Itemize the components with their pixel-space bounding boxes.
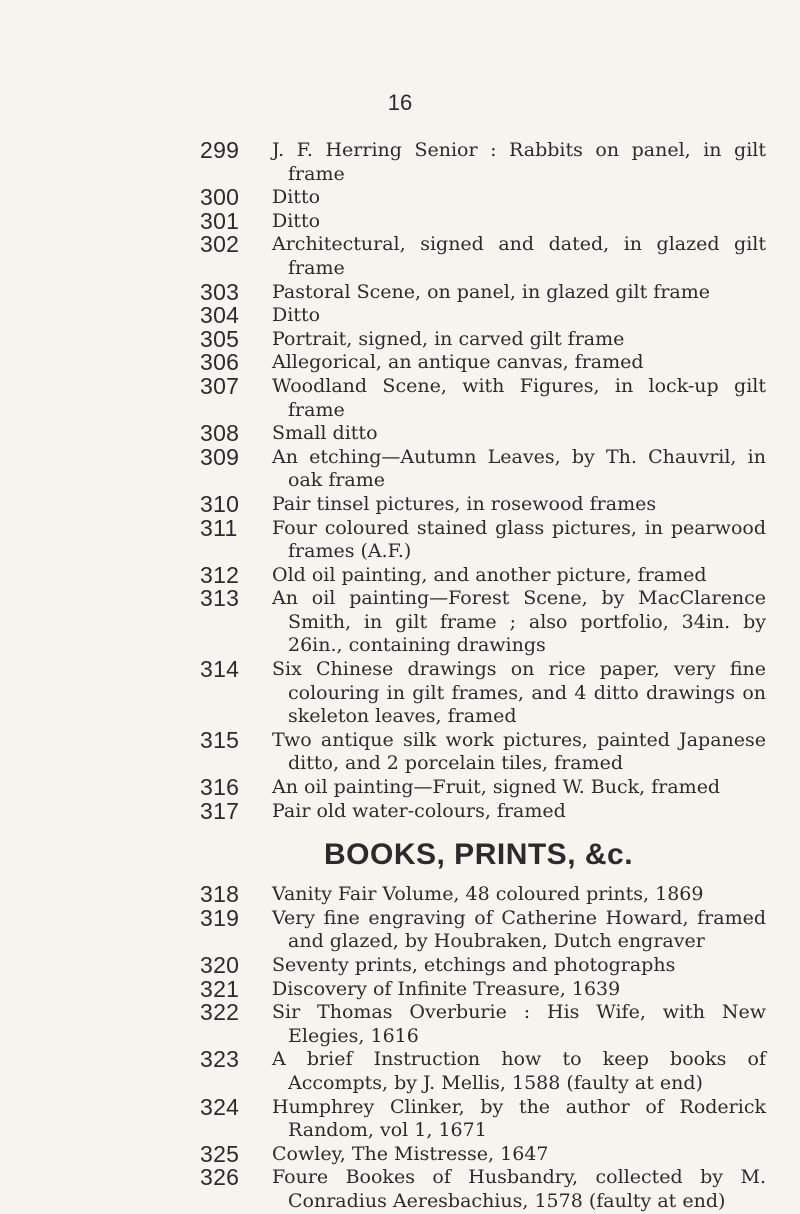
lot-entry	[0, 278, 800, 305]
lot-number: 317	[200, 797, 240, 824]
lot-entry	[0, 1001, 800, 1048]
lot-number: 307	[200, 372, 240, 399]
lot-entry	[0, 1140, 800, 1167]
lot-number: 309	[200, 443, 240, 470]
lot-description: Pair tinsel pictures, in rosewood frames	[272, 492, 657, 515]
lot-description: Vanity Fair Volume, 48 coloured prints, 1869	[272, 883, 704, 906]
lot-description: Very fine engraving of Catherine Howard, framed and glazed, by Houbraken, Dutch engraver	[272, 906, 766, 953]
lot-description: Foure Bookes of Husbandry, collected by M. Conradius Aeresbachius, 1578 (faulty at end)	[272, 1166, 766, 1212]
lot-number: 311	[200, 514, 238, 541]
lot-number: 310	[200, 490, 240, 517]
lot-entry	[0, 139, 800, 186]
lot-entry	[0, 304, 800, 328]
lot-entry	[0, 1048, 800, 1095]
lot-number: 306	[200, 349, 240, 376]
lot-number: 326	[200, 1164, 240, 1191]
lot-description: Discovery of Infinite Treasure, 1639	[272, 977, 621, 1000]
lot-description: Two antique silk work pictures, painted Japanese ditto, and 2 porcelain tiles, framed	[272, 728, 766, 775]
lot-number: 323	[200, 1046, 240, 1073]
lot-entry	[0, 372, 800, 422]
lot-number: 313	[200, 585, 240, 612]
lot-description: Four coloured stained glass pictures, in pearwood frames (A.F.)	[272, 516, 766, 563]
lot-description: J. F. Herring Senior : Rabbits on panel, in gilt frame	[272, 139, 766, 185]
lot-number: 301	[200, 207, 240, 234]
lot-number: 324	[200, 1093, 240, 1120]
lot-entry	[0, 1166, 800, 1213]
section-heading: BOOKS, PRINTS, &c.	[324, 838, 634, 872]
lot-description: Ditto	[272, 209, 321, 232]
lot-description: An oil painting—Fruit, signed W. Buck, framed	[272, 776, 721, 799]
lot-description: An etching—Autumn Leaves, by Th. Chauvril, in oak frame	[272, 445, 766, 492]
lot-entry	[0, 587, 800, 658]
lot-number: 304	[200, 302, 240, 329]
lot-entry	[0, 422, 800, 446]
lot-entry	[0, 514, 800, 564]
lot-entry	[0, 883, 800, 907]
lot-number: 321	[200, 975, 240, 1002]
lot-entry	[0, 776, 800, 800]
lot-entry	[0, 561, 800, 588]
lot-entry	[0, 658, 800, 729]
lot-entry	[0, 233, 800, 280]
page-number: 16	[387, 90, 413, 115]
lot-description: Pastoral Scene, on panel, in glazed gilt frame	[272, 280, 710, 303]
lot-number: 318	[200, 881, 240, 908]
lot-description: Allegorical, an antique canvas, framed	[272, 351, 644, 374]
lot-entry	[0, 975, 800, 1002]
lot-number: 325	[200, 1140, 240, 1167]
lot-description: Architectural, signed and dated, in glazed gilt frame	[272, 233, 766, 279]
lot-number: 302	[200, 231, 240, 258]
lot-description: Woodland Scene, with Figures, in lock-up gilt frame	[272, 374, 766, 421]
lot-description: Six Chinese drawings on rice paper, very fine colouring in gilt frames, and 4 ditto drawings on skeleton leaves, framed	[272, 658, 766, 728]
lot-entry	[0, 490, 800, 517]
lot-entry	[0, 207, 800, 234]
lot-entry	[0, 954, 800, 978]
lot-description: An oil painting—Forest Scene, by MacClarence Smith, in gilt frame ; also portfolio, 34in. by 26in., containing drawings	[272, 587, 766, 657]
lot-number: 300	[200, 184, 240, 211]
lot-number: 312	[200, 561, 240, 588]
lot-number: 320	[200, 952, 240, 978]
lot-description: Ditto	[272, 304, 321, 327]
lot-entry	[0, 904, 800, 954]
lot-description: Old oil painting, and another picture, framed	[272, 563, 707, 586]
lot-description: Humphrey Clinker, by the author of Roderick Random, vol 1, 1671	[272, 1095, 766, 1142]
lot-description: Seventy prints, etchings and photographs	[272, 954, 676, 976]
lot-number: 314	[200, 656, 240, 683]
lot-entry	[0, 443, 800, 493]
lot-number: 303	[200, 278, 240, 305]
lot-description: Sir Thomas Overburie : His Wife, with New Elegies, 1616	[272, 1001, 766, 1047]
catalogue-lots	[0, 139, 800, 1214]
lot-description: A brief Instruction how to keep books of Accompts, by J. Mellis, 1588 (faulty at end)	[272, 1048, 766, 1094]
lot-number: 322	[200, 999, 240, 1026]
lot-entry	[0, 351, 800, 375]
lot-number: 319	[200, 904, 240, 931]
lot-entry	[0, 797, 800, 824]
lot-entry	[0, 186, 800, 210]
lot-entry	[0, 726, 800, 776]
lot-number: 308	[200, 420, 240, 447]
lot-description: Pair old water-colours, framed	[272, 799, 566, 822]
lot-entry	[0, 1093, 800, 1143]
lot-number: 305	[200, 325, 240, 352]
lot-description: Portrait, signed, in carved gilt frame	[272, 327, 625, 350]
lot-description: Small ditto	[272, 422, 378, 445]
lot-number: 315	[200, 726, 240, 753]
lot-number: 299	[200, 137, 240, 163]
lot-entry	[0, 325, 800, 352]
lot-description: Ditto	[272, 186, 321, 209]
lot-description: Cowley, The Mistresse, 1647	[272, 1142, 549, 1165]
lot-number: 316	[200, 774, 240, 801]
